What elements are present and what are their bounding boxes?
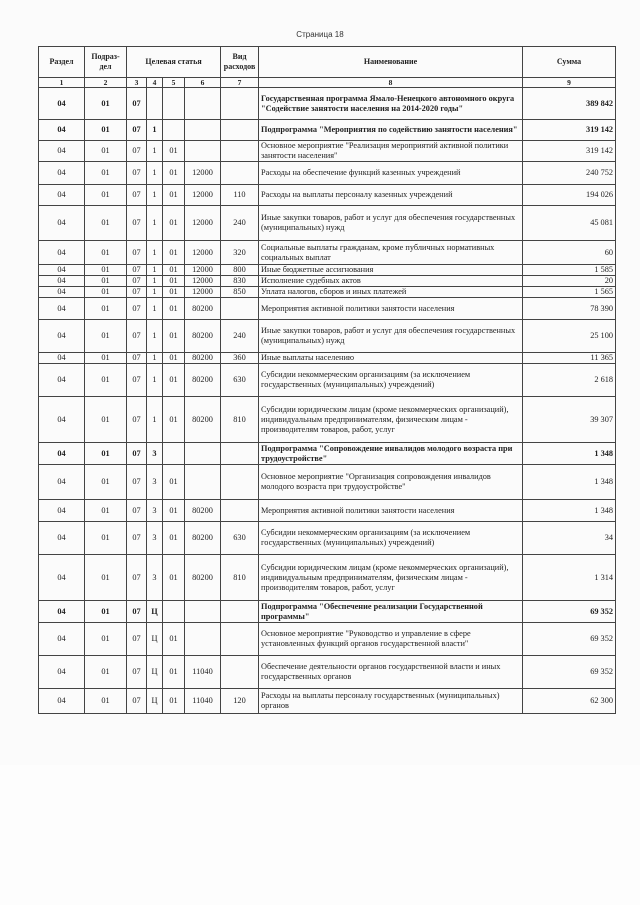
cell-tselevaya-1: 07 [127, 353, 147, 364]
cell-name: Уплата налогов, сборов и иных платежей [259, 287, 523, 298]
cell-podrazdel: 01 [85, 689, 127, 714]
cell-tselevaya-4 [185, 465, 221, 500]
cell-vid: 810 [221, 555, 259, 601]
cell-tselevaya-2: 1 [147, 241, 163, 265]
page-label: Страница 18 [296, 30, 344, 39]
cell-sum: 69 352 [523, 601, 616, 623]
table-row [39, 500, 616, 522]
cell-tselevaya-4 [185, 623, 221, 656]
table-row [39, 601, 616, 623]
cell-sum: 194 026 [523, 185, 616, 206]
cell-sum: 2 618 [523, 364, 616, 397]
cell-tselevaya-3: 01 [163, 287, 185, 298]
cell-tselevaya-2: 1 [147, 364, 163, 397]
cell-tselevaya-3: 01 [163, 162, 185, 185]
cell-tselevaya-4: 80200 [185, 364, 221, 397]
cell-tselevaya-2: Ц [147, 623, 163, 656]
cell-podrazdel: 01 [85, 353, 127, 364]
cell-tselevaya-1: 07 [127, 689, 147, 714]
cell-tselevaya-2: 1 [147, 320, 163, 353]
cell-tselevaya-3 [163, 88, 185, 120]
table-row [39, 206, 616, 241]
col-number: 9 [523, 78, 616, 88]
cell-name: Расходы на выплаты персоналу казенных учреждений [259, 185, 523, 206]
cell-razdel: 04 [39, 397, 85, 443]
cell-name: Социальные выплаты гражданам, кроме публичных нормативных социальных выплат [259, 241, 523, 265]
cell-tselevaya-1: 07 [127, 397, 147, 443]
cell-vid [221, 601, 259, 623]
cell-podrazdel: 01 [85, 522, 127, 555]
cell-podrazdel: 01 [85, 555, 127, 601]
cell-razdel: 04 [39, 120, 85, 141]
cell-tselevaya-2: Ц [147, 689, 163, 714]
cell-podrazdel: 01 [85, 601, 127, 623]
cell-tselevaya-2: 1 [147, 287, 163, 298]
header-vid: Вид расходов [221, 47, 259, 78]
table-row [39, 364, 616, 397]
table-row [39, 522, 616, 555]
cell-name: Государственная программа Ямало-Ненецкого автономного округа "Содействие занятости населения на 2014-2020 годы" [259, 88, 523, 120]
table-row [39, 120, 616, 141]
cell-tselevaya-1: 07 [127, 120, 147, 141]
cell-podrazdel: 01 [85, 298, 127, 320]
cell-sum: 20 [523, 276, 616, 287]
cell-tselevaya-1: 07 [127, 287, 147, 298]
cell-sum: 1 585 [523, 265, 616, 276]
cell-vid [221, 298, 259, 320]
cell-tselevaya-3: 01 [163, 397, 185, 443]
cell-sum: 69 352 [523, 623, 616, 656]
cell-podrazdel: 01 [85, 120, 127, 141]
cell-razdel: 04 [39, 298, 85, 320]
header-podrazdel: Подраз-дел [85, 47, 127, 78]
cell-tselevaya-2: 1 [147, 185, 163, 206]
cell-tselevaya-2: 1 [147, 276, 163, 287]
cell-tselevaya-4: 12000 [185, 276, 221, 287]
cell-tselevaya-3: 01 [163, 206, 185, 241]
cell-tselevaya-3: 01 [163, 298, 185, 320]
cell-tselevaya-1: 07 [127, 601, 147, 623]
cell-razdel: 04 [39, 276, 85, 287]
cell-tselevaya-3: 01 [163, 465, 185, 500]
cell-razdel: 04 [39, 88, 85, 120]
cell-tselevaya-4 [185, 141, 221, 162]
cell-tselevaya-1: 07 [127, 141, 147, 162]
cell-vid: 360 [221, 353, 259, 364]
cell-sum: 1 348 [523, 500, 616, 522]
cell-podrazdel: 01 [85, 185, 127, 206]
header-row [39, 47, 616, 78]
cell-name: Иные выплаты населению [259, 353, 523, 364]
cell-vid: 120 [221, 689, 259, 714]
cell-razdel: 04 [39, 162, 85, 185]
cell-tselevaya-2: 1 [147, 353, 163, 364]
cell-vid: 850 [221, 287, 259, 298]
cell-vid [221, 162, 259, 185]
cell-tselevaya-2: 3 [147, 465, 163, 500]
table-row [39, 298, 616, 320]
cell-sum: 1 348 [523, 443, 616, 465]
cell-tselevaya-1: 07 [127, 555, 147, 601]
table-row [39, 353, 616, 364]
cell-tselevaya-4: 12000 [185, 241, 221, 265]
cell-tselevaya-3: 01 [163, 276, 185, 287]
cell-vid [221, 623, 259, 656]
cell-tselevaya-3: 01 [163, 141, 185, 162]
cell-name: Иные бюджетные ассигнования [259, 265, 523, 276]
cell-tselevaya-3: 01 [163, 185, 185, 206]
cell-vid [221, 500, 259, 522]
cell-tselevaya-1: 07 [127, 265, 147, 276]
cell-sum: 1 314 [523, 555, 616, 601]
cell-name: Иные закупки товаров, работ и услуг для обеспечения государственных (муниципальных) нужд [259, 206, 523, 241]
cell-vid: 630 [221, 364, 259, 397]
col-number: 6 [185, 78, 221, 88]
header-sum: Сумма [523, 47, 616, 78]
cell-podrazdel: 01 [85, 623, 127, 656]
cell-tselevaya-1: 07 [127, 320, 147, 353]
cell-razdel: 04 [39, 241, 85, 265]
cell-podrazdel: 01 [85, 500, 127, 522]
cell-podrazdel: 01 [85, 397, 127, 443]
cell-name: Подпрограмма "Сопровождение инвалидов молодого возраста при трудоустройстве" [259, 443, 523, 465]
cell-tselevaya-4: 12000 [185, 185, 221, 206]
cell-tselevaya-1: 07 [127, 656, 147, 689]
cell-tselevaya-3: 01 [163, 656, 185, 689]
cell-tselevaya-4 [185, 120, 221, 141]
cell-tselevaya-4: 80200 [185, 397, 221, 443]
column-number-row [39, 78, 616, 88]
cell-name: Расходы на обеспечение функций казенных учреждений [259, 162, 523, 185]
cell-podrazdel: 01 [85, 88, 127, 120]
cell-tselevaya-1: 07 [127, 465, 147, 500]
cell-tselevaya-3: 01 [163, 500, 185, 522]
cell-sum: 11 365 [523, 353, 616, 364]
cell-tselevaya-4: 12000 [185, 287, 221, 298]
cell-tselevaya-4: 12000 [185, 162, 221, 185]
cell-tselevaya-3: 01 [163, 320, 185, 353]
table-body [39, 88, 616, 714]
cell-tselevaya-4 [185, 443, 221, 465]
col-number: 5 [163, 78, 185, 88]
cell-sum: 39 307 [523, 397, 616, 443]
cell-tselevaya-1: 07 [127, 162, 147, 185]
cell-tselevaya-3: 01 [163, 364, 185, 397]
cell-name: Основное мероприятие "Организация сопровождения инвалидов молодого возраста при трудоустройстве" [259, 465, 523, 500]
cell-tselevaya-3: 01 [163, 522, 185, 555]
cell-tselevaya-2: 3 [147, 500, 163, 522]
cell-razdel: 04 [39, 141, 85, 162]
cell-vid: 110 [221, 185, 259, 206]
cell-name: Подпрограмма "Мероприятия по содействию занятости населения" [259, 120, 523, 141]
table-row [39, 287, 616, 298]
cell-tselevaya-1: 07 [127, 443, 147, 465]
cell-vid: 810 [221, 397, 259, 443]
cell-razdel: 04 [39, 265, 85, 276]
cell-sum: 25 100 [523, 320, 616, 353]
cell-tselevaya-1: 07 [127, 88, 147, 120]
cell-razdel: 04 [39, 353, 85, 364]
cell-name: Субсидии некоммерческим организациям (за исключением государственных (муниципальных) учреждений) [259, 364, 523, 397]
cell-tselevaya-2: 1 [147, 397, 163, 443]
cell-tselevaya-3 [163, 120, 185, 141]
cell-podrazdel: 01 [85, 656, 127, 689]
cell-tselevaya-3: 01 [163, 689, 185, 714]
cell-tselevaya-1: 07 [127, 298, 147, 320]
cell-tselevaya-3: 01 [163, 265, 185, 276]
cell-podrazdel: 01 [85, 206, 127, 241]
cell-tselevaya-2: 3 [147, 522, 163, 555]
cell-name: Исполнение судебных актов [259, 276, 523, 287]
cell-tselevaya-2: Ц [147, 656, 163, 689]
cell-sum: 62 300 [523, 689, 616, 714]
cell-sum: 1 348 [523, 465, 616, 500]
cell-sum: 34 [523, 522, 616, 555]
cell-tselevaya-1: 07 [127, 185, 147, 206]
cell-tselevaya-4 [185, 601, 221, 623]
cell-name: Мероприятия активной политики занятости населения [259, 298, 523, 320]
table-row [39, 623, 616, 656]
table-row [39, 88, 616, 120]
cell-razdel: 04 [39, 601, 85, 623]
cell-tselevaya-1: 07 [127, 276, 147, 287]
cell-sum: 69 352 [523, 656, 616, 689]
cell-tselevaya-1: 07 [127, 206, 147, 241]
col-number: 7 [221, 78, 259, 88]
cell-tselevaya-2: 1 [147, 298, 163, 320]
cell-podrazdel: 01 [85, 276, 127, 287]
blank-area [0, 765, 640, 905]
cell-tselevaya-2: Ц [147, 601, 163, 623]
table-row [39, 320, 616, 353]
cell-razdel: 04 [39, 522, 85, 555]
cell-razdel: 04 [39, 206, 85, 241]
col-number: 1 [39, 78, 85, 88]
cell-tselevaya-1: 07 [127, 364, 147, 397]
cell-tselevaya-4: 80200 [185, 555, 221, 601]
cell-razdel: 04 [39, 287, 85, 298]
cell-sum: 319 142 [523, 141, 616, 162]
cell-name: Обеспечение деятельности органов государственной власти и иных государственных органов [259, 656, 523, 689]
cell-razdel: 04 [39, 656, 85, 689]
table-row [39, 276, 616, 287]
cell-razdel: 04 [39, 465, 85, 500]
cell-name: Субсидии юридическим лицам (кроме некоммерческих организаций), индивидуальным предпринимателям, физическим лицам - производителям товаров, работ, услуг [259, 555, 523, 601]
cell-sum: 1 565 [523, 287, 616, 298]
cell-tselevaya-3 [163, 443, 185, 465]
table-row [39, 241, 616, 265]
cell-name: Расходы на выплаты персоналу государственных (муниципальных) органов [259, 689, 523, 714]
cell-name: Иные закупки товаров, работ и услуг для обеспечения государственных (муниципальных) нужд [259, 320, 523, 353]
table-row [39, 656, 616, 689]
cell-vid: 830 [221, 276, 259, 287]
cell-vid: 320 [221, 241, 259, 265]
table-row [39, 162, 616, 185]
cell-podrazdel: 01 [85, 141, 127, 162]
col-number: 2 [85, 78, 127, 88]
cell-tselevaya-4: 80200 [185, 353, 221, 364]
cell-vid [221, 141, 259, 162]
cell-vid [221, 465, 259, 500]
table-row [39, 443, 616, 465]
cell-name: Основное мероприятие "Руководство и управление в сфере установленных функций органов государственной власти" [259, 623, 523, 656]
cell-tselevaya-1: 07 [127, 241, 147, 265]
cell-razdel: 04 [39, 623, 85, 656]
budget-table [38, 46, 616, 714]
cell-tselevaya-2: 3 [147, 555, 163, 601]
cell-name: Мероприятия активной политики занятости населения [259, 500, 523, 522]
table-row [39, 555, 616, 601]
cell-tselevaya-2: 1 [147, 162, 163, 185]
cell-razdel: 04 [39, 320, 85, 353]
cell-razdel: 04 [39, 689, 85, 714]
cell-podrazdel: 01 [85, 241, 127, 265]
cell-sum: 389 842 [523, 88, 616, 120]
cell-tselevaya-3: 01 [163, 353, 185, 364]
table-row [39, 185, 616, 206]
cell-tselevaya-2: 1 [147, 265, 163, 276]
cell-name: Подпрограмма "Обеспечение реализации Государственной программы" [259, 601, 523, 623]
cell-tselevaya-4: 80200 [185, 522, 221, 555]
cell-tselevaya-2 [147, 88, 163, 120]
cell-razdel: 04 [39, 500, 85, 522]
cell-podrazdel: 01 [85, 465, 127, 500]
cell-vid: 240 [221, 206, 259, 241]
cell-sum: 240 752 [523, 162, 616, 185]
cell-vid [221, 120, 259, 141]
cell-tselevaya-3: 01 [163, 241, 185, 265]
cell-vid [221, 656, 259, 689]
cell-sum: 60 [523, 241, 616, 265]
table-row [39, 265, 616, 276]
table-row [39, 689, 616, 714]
cell-vid: 800 [221, 265, 259, 276]
cell-tselevaya-3: 01 [163, 623, 185, 656]
header-tselevaya: Целевая статья [127, 47, 221, 78]
cell-tselevaya-4: 80200 [185, 500, 221, 522]
cell-tselevaya-4: 80200 [185, 298, 221, 320]
cell-tselevaya-2: 1 [147, 206, 163, 241]
col-number: 8 [259, 78, 523, 88]
cell-sum: 45 081 [523, 206, 616, 241]
header-name: Наименование [259, 47, 523, 78]
cell-tselevaya-2: 3 [147, 443, 163, 465]
cell-name: Субсидии некоммерческим организациям (за исключением государственных (муниципальных) учреждений) [259, 522, 523, 555]
cell-tselevaya-1: 07 [127, 500, 147, 522]
col-number: 3 [127, 78, 147, 88]
cell-tselevaya-4 [185, 88, 221, 120]
cell-tselevaya-1: 07 [127, 623, 147, 656]
header-razdel: Раздел [39, 47, 85, 78]
cell-tselevaya-4: 80200 [185, 320, 221, 353]
cell-podrazdel: 01 [85, 364, 127, 397]
cell-tselevaya-4: 12000 [185, 265, 221, 276]
cell-podrazdel: 01 [85, 287, 127, 298]
cell-vid: 240 [221, 320, 259, 353]
cell-name: Основное мероприятие "Реализация мероприятий активной политики занятости населения" [259, 141, 523, 162]
cell-tselevaya-1: 07 [127, 522, 147, 555]
cell-podrazdel: 01 [85, 265, 127, 276]
cell-tselevaya-4: 11040 [185, 656, 221, 689]
cell-vid: 630 [221, 522, 259, 555]
cell-tselevaya-3 [163, 601, 185, 623]
cell-podrazdel: 01 [85, 162, 127, 185]
cell-sum: 319 142 [523, 120, 616, 141]
table-row [39, 465, 616, 500]
table-row [39, 397, 616, 443]
cell-tselevaya-4: 12000 [185, 206, 221, 241]
cell-razdel: 04 [39, 185, 85, 206]
cell-tselevaya-3: 01 [163, 555, 185, 601]
cell-sum: 78 390 [523, 298, 616, 320]
cell-vid [221, 88, 259, 120]
cell-podrazdel: 01 [85, 320, 127, 353]
cell-razdel: 04 [39, 555, 85, 601]
cell-vid [221, 443, 259, 465]
cell-razdel: 04 [39, 443, 85, 465]
cell-podrazdel: 01 [85, 443, 127, 465]
col-number: 4 [147, 78, 163, 88]
cell-tselevaya-2: 1 [147, 141, 163, 162]
cell-razdel: 04 [39, 364, 85, 397]
table-row [39, 141, 616, 162]
cell-name: Субсидии юридическим лицам (кроме некоммерческих организаций), индивидуальным предпринимателям, физическим лицам - производителям товаров, работ, услуг [259, 397, 523, 443]
cell-tselevaya-4: 11040 [185, 689, 221, 714]
cell-tselevaya-2: 1 [147, 120, 163, 141]
